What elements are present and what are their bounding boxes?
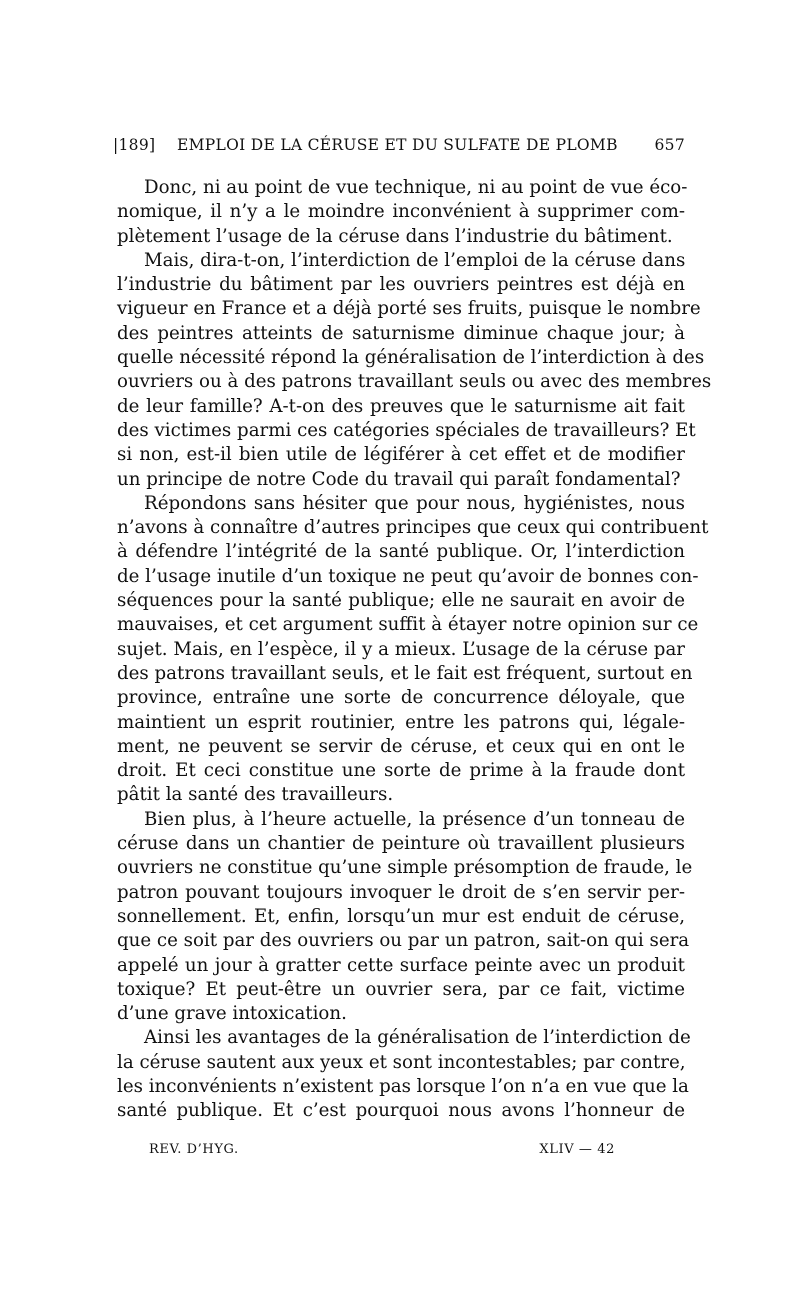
text-line: plètement l’usage de la céruse dans l’industrie du bâtiment. bbox=[117, 225, 673, 247]
text-line: appelé un jour à gratter cette surface peinte avec un produit bbox=[117, 954, 685, 976]
text-line: mauvaises, et cet argument suffit à étayer notre opinion sur ce bbox=[117, 614, 699, 636]
text-line: ouvriers ne constitue qu’une simple présomption de fraude, le bbox=[117, 857, 693, 879]
text-line: patron pouvant toujours invoquer le droit de s’en servir per- bbox=[117, 881, 685, 903]
text-line: un principe de notre Code du travail qui paraît fondamental? bbox=[117, 468, 681, 490]
text-line: ment, ne peuvent se servir de céruse, et ceux qui en ont le bbox=[117, 735, 685, 757]
text-line: vigueur en France et a déjà porté ses fruits, puisque le nombre bbox=[117, 298, 701, 320]
text-line: pâtit la santé des travailleurs. bbox=[117, 784, 394, 806]
chapter-title: EMPLOI DE LA CÉRUSE ET DU SULFATE DE PLOMB bbox=[177, 136, 618, 154]
text-line: sonnellement. Et, enfin, lorsqu’un mur est enduit de céruse, bbox=[117, 905, 685, 927]
text-line: Ainsi les avantages de la généralisation de l’interdiction de bbox=[144, 1027, 691, 1049]
text-line: la céruse sautent aux yeux et sont incontestables; par contre, bbox=[117, 1051, 686, 1073]
running-head bbox=[113, 136, 685, 160]
text-line: les inconvénients n’existent pas lorsque l’on n’a en vue que la bbox=[117, 1075, 689, 1097]
text-line: des patrons travaillant seuls, et le fait est fréquent, surtout en bbox=[117, 662, 693, 684]
text-line: d’une grave intoxication. bbox=[117, 1003, 347, 1025]
text-line: n’avons à connaître d’autres principes que ceux qui contribuent bbox=[117, 517, 709, 539]
text-line: l’industrie du bâtiment par les ouvriers peintres est déjà en bbox=[117, 274, 685, 296]
text-line: toxique? Et peut-être un ouvrier sera, par ce fait, victime bbox=[117, 978, 685, 1000]
section-number: |189] bbox=[113, 136, 156, 154]
text-line: Bien plus, à l’heure actuelle, la présence d’un tonneau de bbox=[144, 808, 685, 830]
text-line: santé publique. Et c’est pourquoi nous avons l’honneur de bbox=[117, 1100, 685, 1122]
text-line: ouvriers ou à des patrons travaillant seuls ou avec des membres bbox=[117, 371, 712, 393]
volume-signature: XLIV — 42 bbox=[539, 1142, 615, 1157]
text-line: province, entraîne une sorte de concurrence déloyale, que bbox=[117, 687, 685, 709]
text-line: que ce soit par des ouvriers ou par un patron, sait-on qui sera bbox=[117, 930, 690, 952]
text-line: de l’usage inutile d’un toxique ne peut qu’avoir de bonnes con- bbox=[117, 565, 699, 587]
text-line: Mais, dira-t-on, l’interdiction de l’emploi de la céruse dans bbox=[144, 249, 686, 271]
text-line: à défendre l’intégrité de la santé publique. Or, l’interdiction bbox=[117, 541, 685, 563]
text-line: séquences pour la santé publique; elle ne saurait en avoir de bbox=[117, 590, 685, 612]
body-text bbox=[117, 176, 712, 1124]
text-line: Donc, ni au point de vue technique, ni au point de vue éco- bbox=[144, 177, 688, 198]
text-line: quelle nécessité répond la généralisation de l’interdiction à des bbox=[117, 347, 705, 369]
text-line: de leur famille? A-t-on des preuves que le saturnisme ait fait bbox=[117, 395, 685, 417]
text-line: des peintres atteints de saturnisme diminue chaque jour; à bbox=[117, 322, 685, 344]
text-line: Répondons sans hésiter que pour nous, hygiénistes, nous bbox=[144, 492, 685, 514]
text-line: maintient un esprit routinier, entre les patrons qui, légale- bbox=[117, 711, 685, 733]
text-line: des victimes parmi ces catégories spéciales de travailleurs? Et bbox=[117, 419, 696, 441]
page-number: 657 bbox=[654, 136, 685, 154]
text-line: céruse dans un chantier de peinture où travaillent plusieurs bbox=[117, 833, 685, 855]
journal-signature: REV. D’HYG. bbox=[149, 1142, 239, 1157]
text-line: nomique, il n’y a le moindre inconvénient à supprimer com- bbox=[117, 201, 685, 223]
text-line: droit. Et ceci constitue une sorte de prime à la fraude dont bbox=[117, 760, 685, 782]
page-footer bbox=[149, 1142, 615, 1164]
text-line: si non, est-il bien utile de légiférer à cet effet et de modifier bbox=[117, 444, 685, 466]
text-line: sujet. Mais, en l’espèce, il y a mieux. L’usage de la céruse par bbox=[117, 638, 685, 660]
